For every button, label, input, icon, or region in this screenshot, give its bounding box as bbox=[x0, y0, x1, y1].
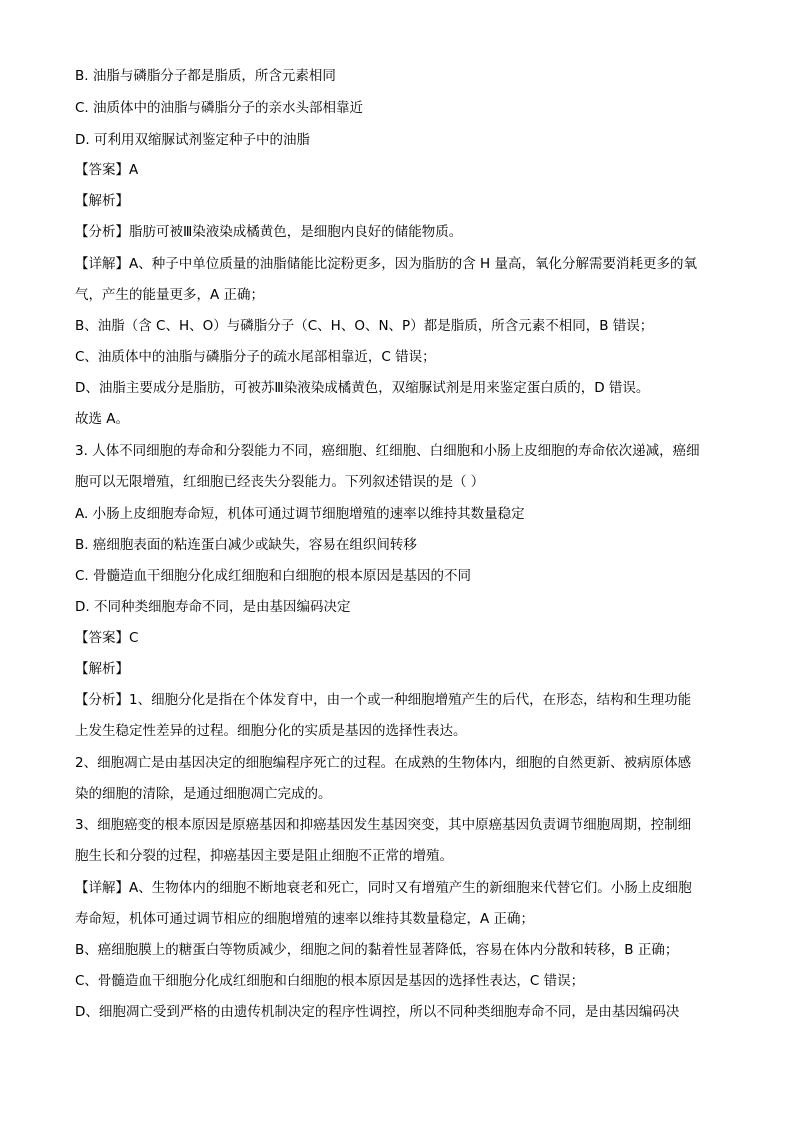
detail-line: 寿命短，机体可通过调节相应的细胞增殖的速率以维持其数量稳定，A 正确； bbox=[75, 911, 535, 927]
detail-line: C、油质体中的油脂与磷脂分子的疏水尾部相靠近，C 错误； bbox=[75, 349, 436, 365]
analysis-heading: 【解析】 bbox=[75, 193, 129, 209]
option-b-line: B. 油脂与磷脂分子都是脂质，所含元素相同 bbox=[75, 68, 336, 84]
analysis-line: 上发生稳定性差异的过程。细胞分化的实质是基因的选择性表达。 bbox=[75, 723, 467, 739]
question-3-stem: 胞可以无限增殖，红细胞已经丧失分裂能力。下列叙述错误的是（ ） bbox=[75, 474, 485, 490]
option-c-line: C. 油质体中的油脂与磷脂分子的亲水头部相靠近 bbox=[75, 100, 364, 116]
answer-line: 【答案】A bbox=[75, 162, 139, 178]
option-d-line: D. 不同种类细胞寿命不同，是由基因编码决定 bbox=[75, 599, 351, 615]
option-b-line: B. 癌细胞表面的粘连蛋白减少或缺失，容易在组织间转移 bbox=[75, 537, 417, 553]
option-a-line: A. 小肠上皮细胞寿命短，机体可通过调节细胞增殖的速率以维持其数量稳定 bbox=[75, 506, 525, 522]
detail-line: 【详解】A、种子中单位质量的油脂储能比淀粉更多，因为脂肪的含 H 量高，氧化分解需要消耗更多的氧 bbox=[75, 256, 697, 272]
analysis-heading: 【解析】 bbox=[75, 661, 129, 677]
analysis-line: 胞生长和分裂的过程，抑癌基因主要是阻止细胞不正常的增殖。 bbox=[75, 848, 453, 864]
answer-line: 【答案】C bbox=[75, 630, 139, 646]
option-c-line: C. 骨髓造血干细胞分化成红细胞和白细胞的根本原因是基因的不同 bbox=[75, 568, 472, 584]
analysis-line: 染的细胞的清除，是通过细胞凋亡完成的。 bbox=[75, 786, 332, 802]
analysis-line: 【分析】脂肪可被Ⅲ染液染成橘黄色，是细胞内良好的储能物质。 bbox=[75, 224, 463, 240]
question-3-stem: 3. 人体不同细胞的寿命和分裂能力不同，癌细胞、红细胞、白细胞和小肠上皮细胞的寿命依次递减，癌细 bbox=[75, 443, 700, 459]
analysis-line: 【分析】1、细胞分化是指在个体发育中，由一个或一种细胞增殖产生的后代，在形态，结构和生理功能 bbox=[75, 692, 692, 708]
detail-line: B、油脂（含 C、H、O）与磷脂分子（C、H、O、N、P）都是脂质，所含元素不相同，B 错误； bbox=[75, 318, 654, 334]
option-d-line: D. 可利用双缩脲试剂鉴定种子中的油脂 bbox=[75, 132, 310, 148]
conclusion-line: 故选 A。 bbox=[75, 411, 130, 427]
analysis-line: 3、细胞癌变的根本原因是原癌基因和抑癌基因发生基因突变，其中原癌基因负责调节细胞周期，控制细 bbox=[75, 817, 692, 833]
detail-line: B、癌细胞膜上的糖蛋白等物质减少，细胞之间的黏着性显著降低，容易在体内分散和转移，B 正确； bbox=[75, 942, 679, 958]
detail-line: 气，产生的能量更多，A 正确； bbox=[75, 287, 265, 303]
detail-line: C、骨髓造血干细胞分化成红细胞和白细胞的根本原因是基因的选择性表达，C 错误； bbox=[75, 973, 585, 989]
detail-line: 【详解】A、生物体内的细胞不断地衰老和死亡，同时又有增殖产生的新细胞来代替它们。小肠上皮细胞 bbox=[75, 880, 692, 896]
detail-line: D、细胞凋亡受到严格的由遗传机制决定的程序性调控，所以不同种类细胞寿命不同，是由基因编码决 bbox=[75, 1004, 680, 1020]
analysis-line: 2、细胞凋亡是由基因决定的细胞编程序死亡的过程。在成熟的生物体内，细胞的自然更新、被病原体感 bbox=[75, 755, 692, 771]
detail-line: D、油脂主要成分是脂肪，可被苏Ⅲ染液染成橘黄色，双缩脲试剂是用来鉴定蛋白质的，D 错误。 bbox=[75, 380, 650, 396]
